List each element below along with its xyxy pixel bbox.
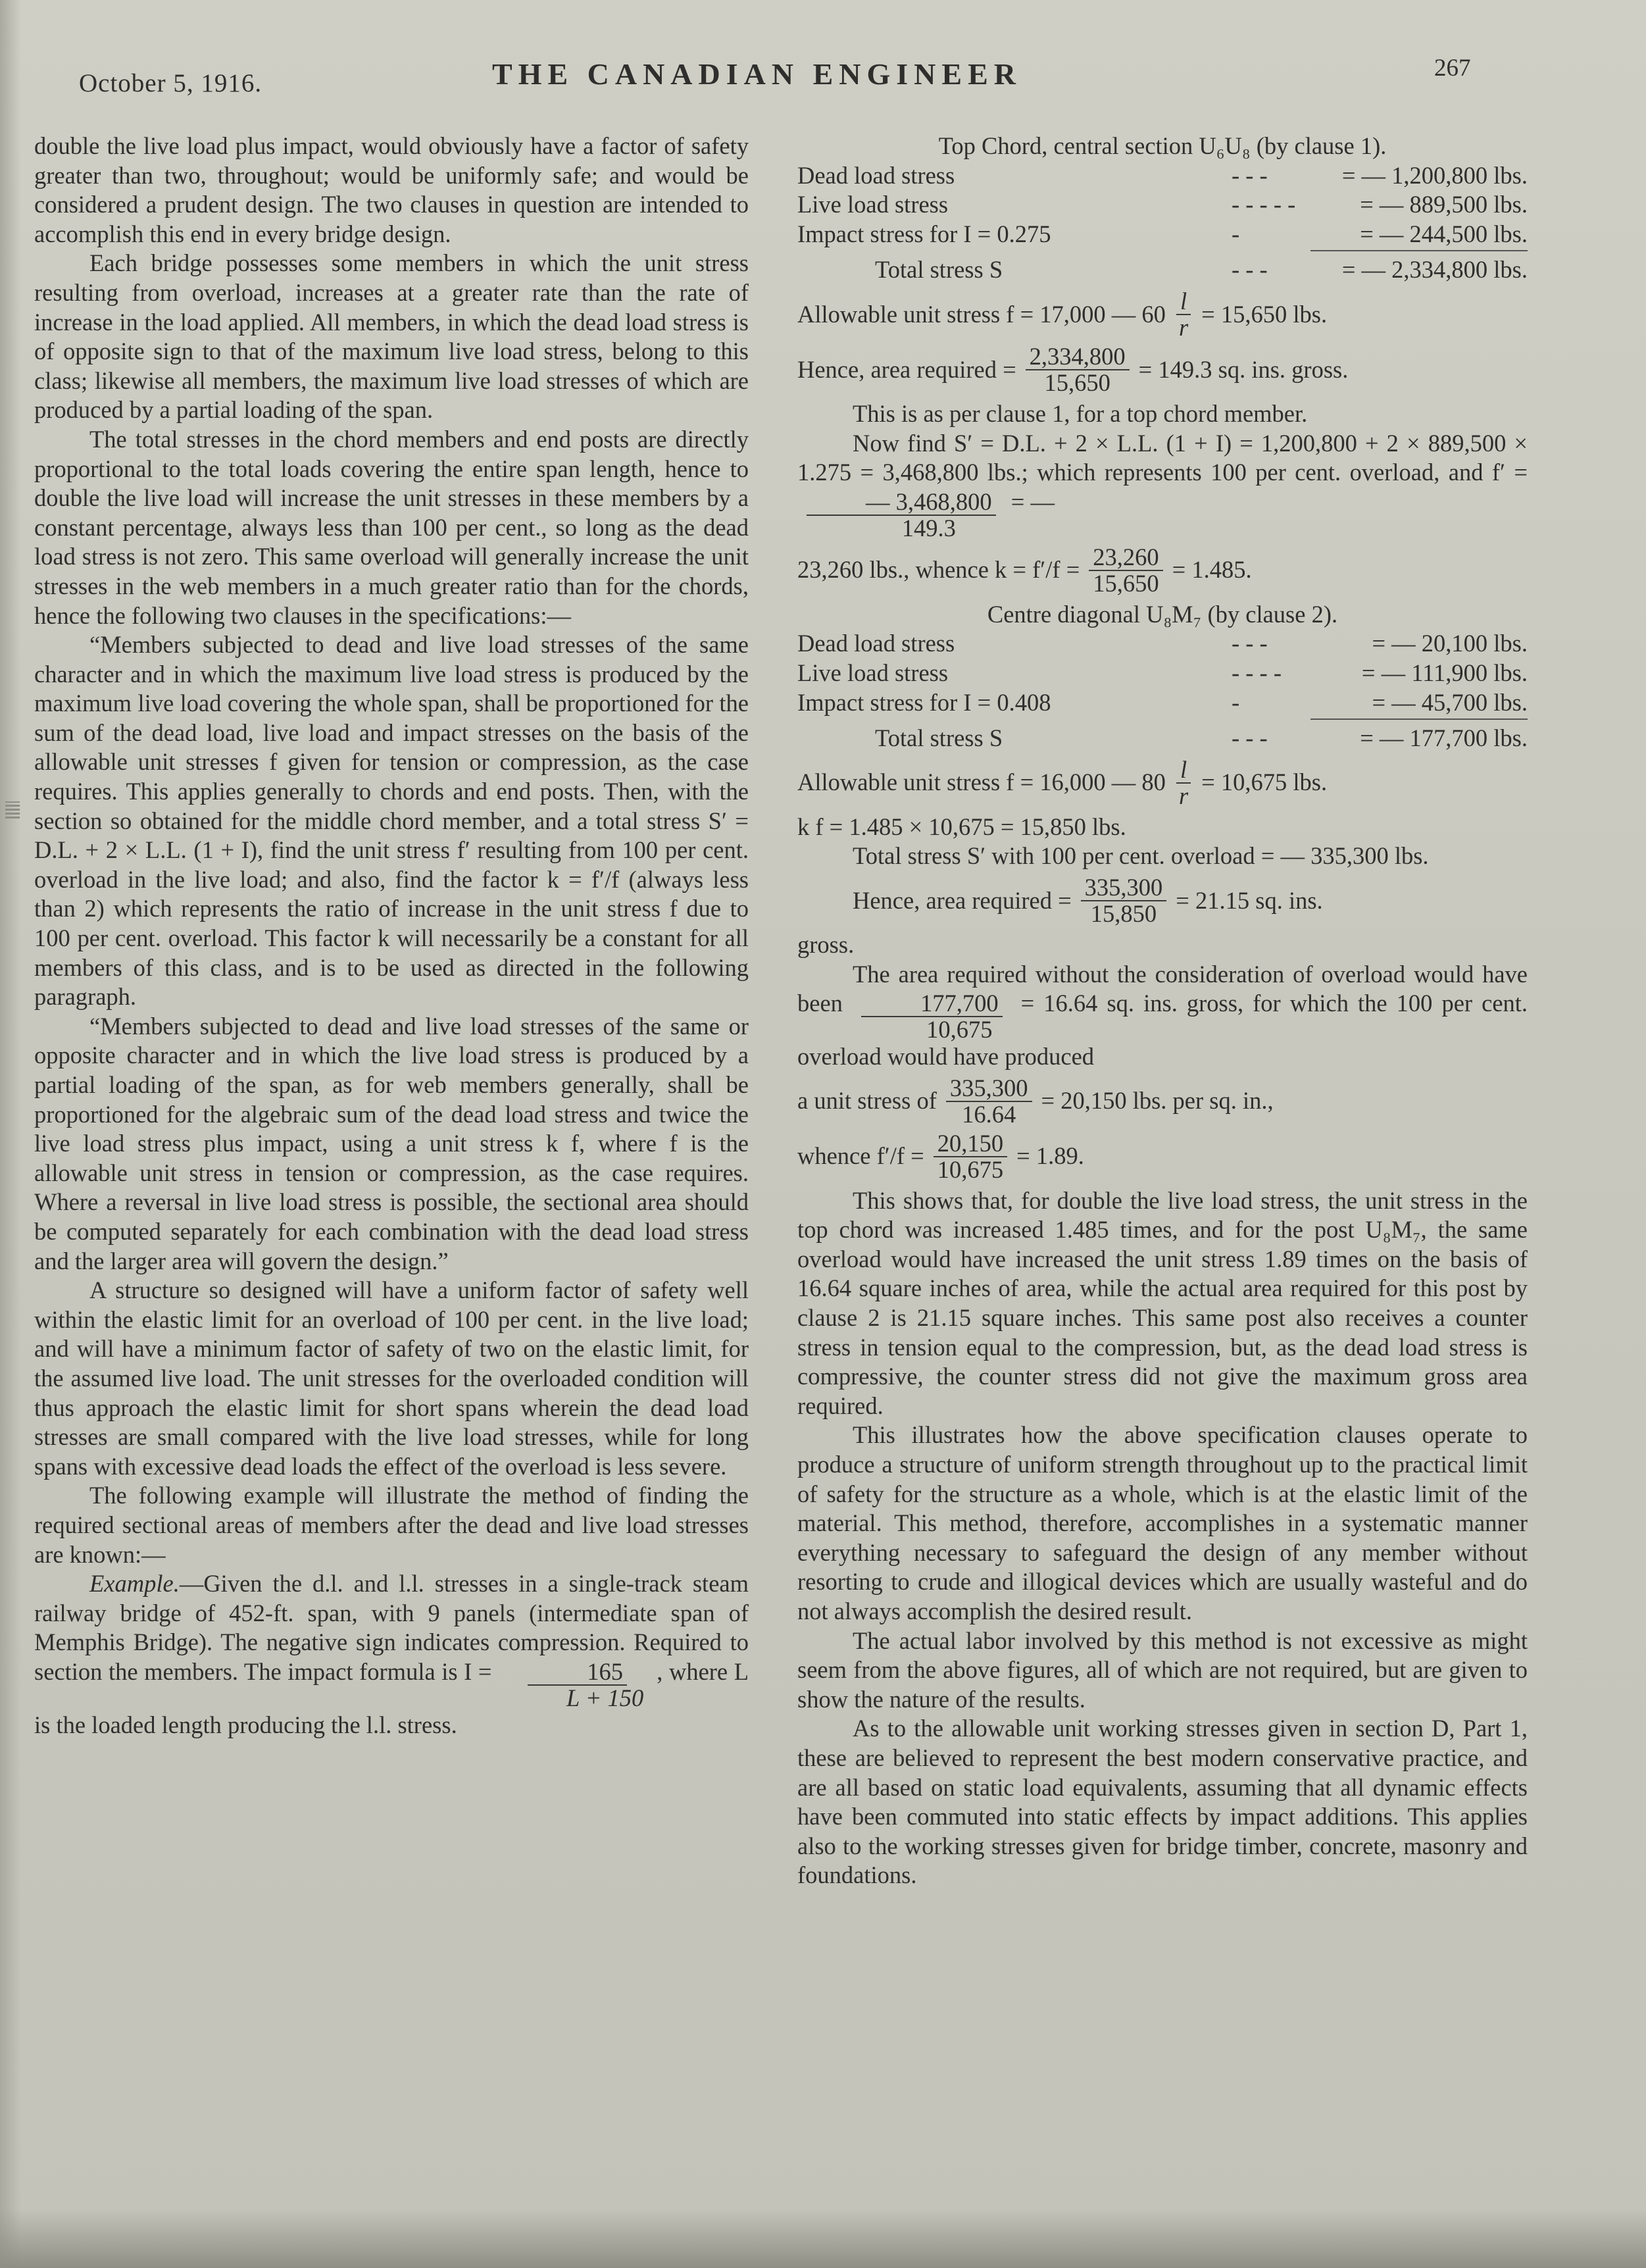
area-fraction [1081,875,1167,926]
equation-rhs: = 149.3 sq. ins. gross. [1138,355,1349,383]
equation [797,289,1528,340]
paragraph: This illustrates how the above specification clauses operate to produce a structure of uniform strength throughout up to the practical limit of safety for the structure as a whole, which is at the elastic limit of the material. This method, therefore, accomplishes in a systematic manner everything necessary to safeguard the design of any member without resorting to crude and illogical devices which are usually wasteful and do not always accomplish the desired result. [797,1421,1528,1625]
k-fraction [1089,545,1162,596]
stress-label: Impact stress for I = 0.408 [797,688,1051,716]
stress-row [797,161,1528,191]
leader-dots: - - - [1232,161,1268,189]
paragraph: This is as per clause 1, for a top chord member. [853,399,1308,427]
section-heading: Top Chord, central section U₆U₈ (by clause 1). [938,132,1387,159]
stress-label: Dead load stress [797,161,955,189]
total-label: Total stress S [875,256,1003,284]
paragraph: The actual labor involved by this method is not excessive as might seem from the above figures, all of which are not required, but are given to show the nature of the results. [797,1626,1528,1713]
equation-rhs: = 20,150 lbs. per sq. in., [1041,1087,1274,1115]
fraction-denominator: r [1178,313,1189,341]
fraction-denominator: 10,675 [937,1155,1004,1183]
fraction-numerator: 177,700 [861,991,1003,1017]
leader-dots: - - - [1232,256,1268,284]
equation-lhs: a unit stress of [797,1087,937,1115]
paragraph: The following example will illustrate the method of finding the required sectional areas of members after the dead and live load stresses are known:— [34,1482,749,1568]
stress-label: Impact stress for I = 0.275 [797,220,1051,247]
equation-rhs: = 15,650 lbs. [1201,300,1328,328]
paragraph [797,429,1528,541]
sum-rule [1310,718,1528,720]
total-row [797,724,1528,753]
equation-rhs: = 16.64 sq. ins. gross, [1020,990,1244,1017]
fraction-numerator: 23,260 [1089,545,1162,571]
paragraph: The total stresses in the chord members and end posts are directly proportional to the total loads covering the entire span length, hence to double the live load will increase the unit stresses in these members by a constant percentage, always less than 100 per cent., so long as the dead load stress is not zero. This same overload will generally increase the unit stresses in the web members in a much greater ratio than for the chords, hence the following two clauses in the specifications:— [34,425,749,629]
paragraph [797,960,1528,1072]
fraction-numerator: 335,300 [946,1076,1032,1102]
fraction-denominator: 149.3 [901,514,956,542]
stress-row [797,629,1528,659]
equation-rhs: = 1.485. [1172,556,1252,584]
equation-lhs: 23,260 lbs., whence k = f′/f = [797,556,1080,584]
fraction-denominator: L + 150 [566,1684,644,1711]
paragraph-text: Now find S′ = D.L. + 2 × L.L. (1 + I) = 1,200,800 + 2 × 889,500 × 1.275 = 3,468,800 lbs.; which represents 100 per cent. overload, and f′ = [797,429,1528,486]
example-text: —Given the d.l. and l.l. stresses in a single-track steam railway bridge of 452-ft. span, with 9 panels (intermediate span of Memphis Bridge). The negative sign indicates compression. Required to section the members. The impact formula is I = [34,1570,749,1685]
equation [797,545,1528,596]
leader-dots: - - - - - [1232,191,1296,218]
equation [797,875,1528,926]
impact-formula-fraction [507,1659,647,1711]
quoted-clause: “Members subjected to dead and live load stresses of the same character and in which the maximum live load stress is produced by the maximum live load covering the whole span, shall be proportioned for the sum of the dead load, live load and impact stresses on the basis of the allowable unit stresses f given for tension or compression, as the case requires. This applies generally to chords and end posts. Then, with the section so obtained for the middle chord member, and a total stress S′ = D.L. + 2 × L.L. (1 + I), find the unit stress f′ resulting from 100 per cent. overload in the live load; and also, find the factor k = f′/f (always less than 2) which represents the ratio of increase in the unit stress f due to 100 per cent. overload. This factor k will necessarily be a constant for all members of this class, and is to be used as directed in the following paragraph. [34,631,749,1011]
stress-value: = — 1,200,800 lbs. [1341,161,1528,189]
fraction-denominator: r [1178,782,1189,809]
fraction-numerator: l [1176,289,1191,315]
fraction-denominator: 15,850 [1090,899,1157,927]
fraction-denominator: 16.64 [962,1100,1016,1128]
total-row [797,255,1528,285]
fraction-numerator: 20,150 [934,1131,1007,1157]
punctuation: , [657,1657,663,1685]
section-heading: Centre diagonal U₈M₇ (by clause 2). [987,600,1338,628]
sum-rule [1310,250,1528,251]
stress-row [797,190,1528,220]
fraction-denominator: 10,675 [926,1016,993,1044]
equation-lhs: Allowable unit stress f = 17,000 — 60 [797,300,1166,328]
equation-rhs: = 21.15 sq. ins. [1176,886,1323,914]
stress-row [797,659,1528,688]
quoted-clause: “Members subjected to dead and live load stresses of the same or opposite character and in which the live load stress is produced by a partial loading of the span, as for web members generally, shall be proportioned for the algebraic sum of the dead load stress and twice the live load stress plus impact, using a unit stress k f, where f is the allowable unit stress in tension or compression, as the case requires. Where a reversal in live load stress is possible, the sectional area should be computed separately for each combination with the dead load stress and the larger area will govern the design.” [34,1012,749,1274]
margin-mark [5,801,20,819]
stress-value: = — 244,500 lbs. [1360,220,1528,247]
equation [797,1076,1528,1127]
stress-value: = — 889,500 lbs. [1360,191,1528,218]
fraction-denominator: 15,650 [1093,569,1159,597]
journal-title: THE CANADIAN ENGINEER [492,57,1022,91]
total-label: Total stress S [875,724,1003,752]
leader-dots: - - - - [1232,659,1282,686]
stress-row [797,220,1528,249]
equation [797,1131,1528,1182]
equation [797,344,1528,395]
paragraph: double the live load plus impact, would obviously have a factor of safety greater than two, throughout; would be uniformly safe; and would be considered a prudent design. The two clauses in question are intended to accomplish this end in every bridge design. [34,132,749,247]
equation-line: k f = 1.485 × 10,675 = 15,850 lbs. [797,813,1126,840]
slenderness-fraction [1175,757,1192,809]
paragraph: As to the allowable unit working stresses given in section D, Part 1, these are believed to represent the best modern conservative practice, and are all based on static load equivalents, assuming that all dynamic effects have been commuted into static effects by impact additions. This applies also to the working stresses given for bridge timber, concrete, masonry and foundations. [797,1715,1528,1889]
equation-rhs: = — [1010,488,1055,515]
area-fraction [1026,344,1130,395]
equation-lhs: Hence, area required = [797,355,1016,383]
equation-rhs: = 10,675 lbs. [1201,769,1328,796]
equation-lhs: Allowable unit stress f = 16,000 — 80 [797,769,1166,796]
page-number: 267 [1434,55,1471,82]
ratio-fraction [934,1131,1007,1182]
stress-label: Live load stress [797,191,949,218]
stress-label: Dead load stress [797,630,955,657]
paragraph-text: The area required without the consideration of overload would have been [797,960,1528,1017]
unit-stress-fraction [946,1076,1032,1127]
page-header [0,54,1646,97]
total-value: = — 177,700 lbs. [1360,724,1528,752]
leader-dots: - - - [1232,724,1268,752]
equation-lhs: whence f′/f = [797,1142,924,1170]
example-label: Example. [89,1570,180,1598]
equation [797,757,1528,809]
leader-dots: - - - [1232,630,1268,657]
paragraph: Total stress S′ with 100 per cent. overload = — 335,300 lbs. [853,842,1429,870]
paragraph: A structure so designed will have a uniform factor of safety well within the elastic limit for an overload of 100 per cent. in the live load; and will have a minimum factor of safety of two on the elastic limit, for the assumed live load. The unit stresses for the overloaded condition will thus approach the elastic limit for short spans wherein the dead load stresses are small compared with the live load stresses, while for long spans with excessive dead loads the effect of the overload is less severe. [34,1276,749,1480]
paragraph-text: for which the 100 per cent. overload would have produced [797,990,1528,1071]
fraction-numerator: 165 [528,1659,627,1686]
stress-value: = — 45,700 lbs. [1372,688,1528,716]
fraction-numerator: 335,300 [1081,875,1167,901]
paragraph: Each bridge possesses some members in which the unit stress resulting from overload, increases at a greater rate than the rate of increase in the load applied. All members, in which the dead load stress is of opposite sign to that of the maximum live load stress, belong to this class; likewise all members, the maximum live load stresses of which are produced by a partial loading of the span. [34,249,749,424]
stress-row [797,688,1528,718]
example-paragraph [34,1569,749,1740]
stress-value: = — 20,100 lbs. [1372,630,1528,657]
fprime-fraction [807,490,996,541]
fraction-denominator: 15,650 [1044,368,1110,396]
slenderness-fraction [1175,289,1192,340]
paragraph: This shows that, for double the live load stress, the unit stress in the top chord was increased 1.485 times, and for the post U₈M₇, the same overload would have increased the unit stress 1.89 times on the basis of 16.64 square inches of area, while the actual area required for this post by clause 2 is 21.15 square inches. This same post also receives a counter stress in tension equal to the compression, but, as the dead load stress is compressive, the counter stress did not give the maximum gross area required. [797,1186,1528,1419]
left-column [34,132,749,1740]
right-column [797,132,1528,1890]
header-date: October 5, 1916. [79,69,262,97]
fraction-numerator: 2,334,800 [1026,344,1130,370]
leader-dots: - [1232,220,1240,247]
fraction-numerator: — 3,468,800 [807,490,996,516]
stress-label: Live load stress [797,659,949,686]
example-text-end: where L is the loaded length producing the l.l. stress. [34,1657,749,1738]
leader-dots: - [1232,688,1240,716]
text-line: gross. [797,930,855,958]
equation-lhs: Hence, area required = [853,886,1072,914]
stress-value: = — 111,900 lbs. [1361,659,1528,686]
equation-rhs: = 1.89. [1016,1142,1084,1170]
area-fraction [861,991,1003,1042]
total-value: = — 2,334,800 lbs. [1341,256,1528,284]
fraction-numerator: l [1176,757,1191,784]
